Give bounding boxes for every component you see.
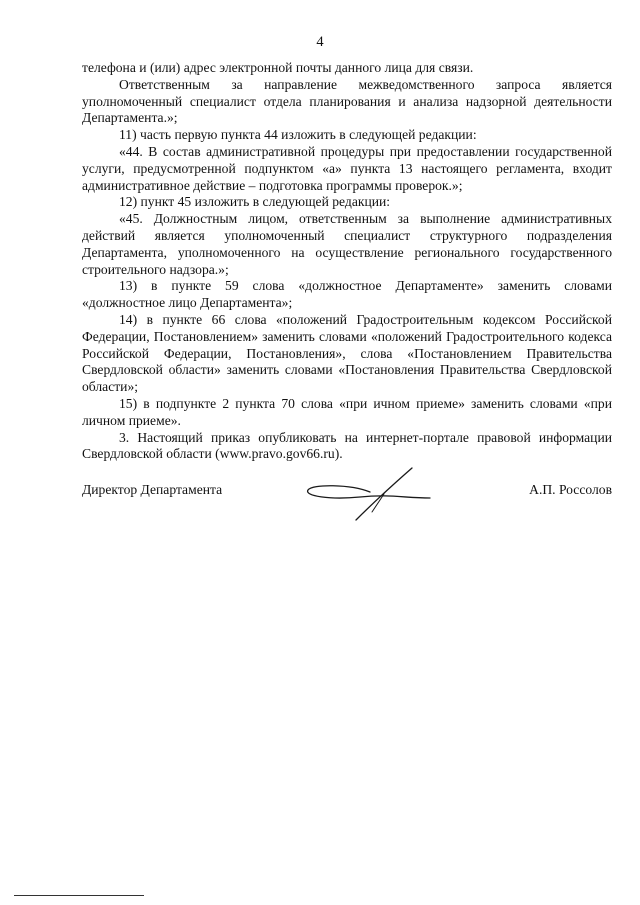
handwritten-signature xyxy=(300,466,432,526)
paragraph-item-14: 14) в пункте 66 слова «положений Градостроительным кодексом Российской Федерации, Постановлением» заменить словами «положений Градостроительного кодекса Российской Федерации, Постановления», слова «Постановлением Правительства Свердловской области» заменить словами «Постановления Правительства Свердловской области»; xyxy=(82,311,612,395)
document-body xyxy=(82,60,612,463)
paragraph-item-12: 12) пункт 45 изложить в следующей редакции: xyxy=(119,194,391,210)
paragraph-item-13: 13) в пункте 59 слова «должностное Департаменте» заменить словами «должностное лицо Департамента»; xyxy=(82,278,612,311)
paragraph-item-15: 15) в подпункте 2 пункта 70 слова «при ичном приеме» заменить словами «при личном приеме». xyxy=(82,395,612,428)
paragraph-publication: 3. Настоящий приказ опубликовать на интернет-портале правовой информации Свердловской области (www.pravo.gov66.ru). xyxy=(82,429,612,462)
footer-divider xyxy=(14,895,144,896)
page-number: 4 xyxy=(316,34,324,50)
paragraph-item-11: 11) часть первую пункта 44 изложить в следующей редакции: xyxy=(119,127,477,143)
paragraph-point-45: «45. Должностным лицом, ответственным за выполнение административных действий является уполномоченный специалист структурного подразделения Департамента, уполномоченного на осуществление регионального государственного строительного надзора.»; xyxy=(82,211,612,277)
paragraph-contact-end: телефона и (или) адрес электронной почты данного лица для связи. xyxy=(82,60,474,75)
paragraph-responsible-specialist: Ответственным за направление межведомственного запроса является уполномоченный специалист отдела планирования и анализа надзорной деятельности Департамента.»; xyxy=(82,76,612,126)
signature-loop-stroke xyxy=(308,486,430,498)
signature-block xyxy=(82,466,612,526)
signatory-name: А.П. Россолов xyxy=(529,482,612,497)
paragraph-point-44: «44. В состав административной процедуры при предоставлении государственной услуги, предусмотренной подпунктом «а» пункта 13 настоящего регламента, входит административное действие – подготовка программы проверок.»; xyxy=(82,143,612,193)
signatory-title: Директор Департамента xyxy=(82,482,223,497)
